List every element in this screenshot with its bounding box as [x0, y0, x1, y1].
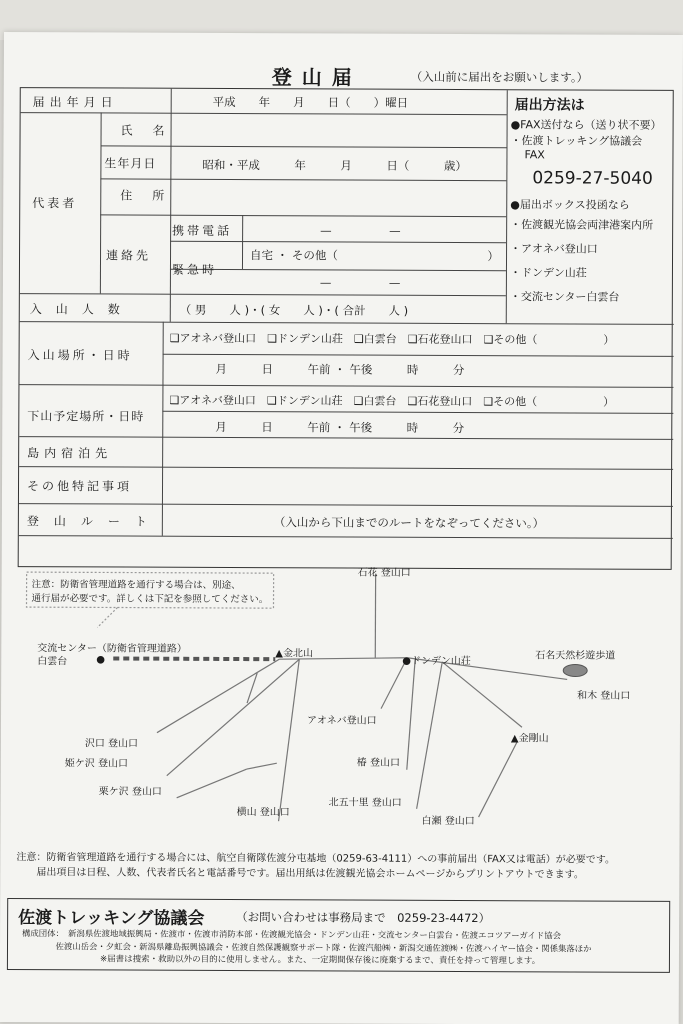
mobile-field[interactable]: — — [320, 223, 401, 238]
exit-options[interactable]: ❑アオネバ登山口 ❑ドンデン山荘 ❑白雲台 ❑石花登山口 ❑その他（ ） [169, 393, 615, 409]
sekka-trailhead[interactable]: 石花 登山口 [357, 567, 411, 579]
entry-label: 入山場所・日時 [27, 348, 133, 363]
himegasawa-trailhead[interactable]: 姫ケ沢 登山口 [64, 758, 129, 770]
ishina-cedar-trail: 石名天然杉遊歩道 [535, 650, 616, 662]
mobile-label: 携帯電話 [172, 223, 233, 238]
mountain-climbing-form-sheet [0, 32, 683, 1024]
privacy-disclaimer: ※届書は捜索・救助以外の目的に使用しません。また、一定期間保存後に廃棄するまで、責任を持って管理します。 [99, 954, 541, 967]
remarks-label: その他特記事項 [26, 479, 133, 494]
lodging-field[interactable] [164, 439, 670, 468]
route-label: 登山ルート [26, 514, 162, 529]
waki-trailhead[interactable]: 和木 登山口 [577, 690, 631, 702]
emergency-label: 緊急時 [171, 262, 218, 277]
box-place: ・アオネバ登山口 [510, 242, 598, 256]
map-note-line: 通行届が必要です。詳しくは下記を参照してください。 [31, 593, 269, 606]
box-place: ・ドンデン山荘 [509, 266, 587, 280]
member-line: 佐渡山岳会・夕虹会・新潟県離島振興協議会・佐渡自然保護観察サポート隊・佐渡汽船㈱・新潟交通佐渡㈱・佐渡ハイヤー協会・関係集落ほか [21, 941, 592, 954]
box-line: ●届出ボックス投函なら [510, 198, 630, 212]
sawaguchi-trailhead[interactable]: 沢口 登山口 [84, 738, 139, 750]
box-place: ・交流センター白雲台 [509, 290, 620, 304]
kitagori-trailhead[interactable]: 北五十里 登山口 [328, 797, 402, 809]
name-label: 氏名 [120, 123, 185, 138]
yokoyama-trailhead[interactable]: 横山 登山口 [236, 807, 290, 819]
people-label: 入山人数 [29, 302, 134, 317]
representative-label: 代表者 [32, 196, 78, 211]
notes [16, 850, 615, 883]
entry-time-field[interactable]: 月 日 午前 ・ 午後 時 分 [215, 361, 465, 378]
exchange-center-label: 交流センター（防衛省管理道路） [37, 643, 187, 655]
emergency-phone-field[interactable]: — — [319, 275, 401, 290]
date-field[interactable]: 平成 年 月 日（ ）曜日 [212, 94, 409, 110]
tsubaki-trailhead[interactable]: 椿 登山口 [356, 757, 401, 769]
address-label: 住所 [120, 188, 185, 203]
form-table [18, 87, 674, 570]
member-line: 構成団体： 新潟県佐渡地域振興局・佐渡市・佐渡市消防本部・佐渡観光協会・ドンデン山荘・交流センター白雲台・佐渡エコツアーガイド協会 [22, 928, 562, 941]
lodging-label: 島内宿泊先 [27, 446, 113, 461]
address-field[interactable] [172, 181, 504, 214]
entry-options[interactable]: ❑アオネバ登山口 ❑ドンデン山荘 ❑白雲台 ❑石花登山口 ❑その他（ ） [169, 331, 615, 347]
donden-lodge[interactable]: ●ドンデン山荘 [402, 655, 471, 668]
exit-time-field[interactable]: 月 日 午前 ・ 午後 時 分 [215, 419, 465, 436]
people-field[interactable]: （ 男 人 )・( 女 人 )・( 合計 人 ) [179, 302, 409, 318]
date-label: 届出年月日 [32, 95, 118, 110]
form-title: 登山届 [271, 65, 362, 90]
map-note-line: 注意：防衛省管理道路を通行する場合は、別途、 [31, 579, 241, 592]
form-subtitle: （入山前に届出をお願いします。） [410, 69, 589, 85]
organization-name: 佐渡トレッキング協議会 [18, 908, 205, 929]
note-line: 注意：防衛省管理道路を通行する場合には、航空自衛隊佐渡分屯基地（0259-63-4111）への事前届出（FAX又は電話）が必要です。 [16, 852, 615, 866]
aoneba-trailhead[interactable]: アオネバ登山口 [306, 715, 377, 727]
shirase-trailhead[interactable]: 白瀬 登山口 [421, 815, 475, 828]
kinpoku-label: ▲金北山 [275, 648, 314, 660]
route-hint: （入山から下山までのルートをなぞってください。） [273, 515, 545, 531]
box-place: ・佐渡観光協会両津港案内所 [510, 218, 654, 232]
birth-label: 生年月日 [104, 156, 157, 171]
contact-label: 連絡先 [105, 248, 152, 263]
emergency-field[interactable]: 自宅 ・ その他（ ） [249, 248, 499, 264]
note-line: 届出項目は日程、人数、代表者氏名と電話番号です。届出用紙は佐渡観光協会ホームページからプリントアウトできます。 [16, 867, 584, 881]
hakuundai-label: 白雲台 [37, 656, 68, 668]
fax-recipient: ・佐渡トレッキング協議会 [510, 134, 643, 148]
member-organizations [22, 927, 592, 955]
submit-heading: 届出方法は [514, 97, 585, 114]
exit-label: 下山予定場所・日時 [27, 409, 145, 424]
fax-number: 0259-27-5040 [532, 168, 653, 189]
route-map-lines [16, 512, 672, 878]
name-field[interactable] [173, 115, 505, 146]
fax-line: ●FAX送付なら（送り状不要） [510, 118, 662, 132]
birth-field[interactable]: 昭和・平成 年 月 日（ 歳） [202, 157, 467, 174]
contact-info: （お問い合わせは事務局まで 0259-23-4472） [236, 910, 491, 926]
hakuundai-marker: ● [96, 654, 106, 666]
kurigasawa-trailhead[interactable]: 栗ケ沢 登山口 [98, 786, 162, 798]
kongo-label: ▲金剛山 [510, 733, 549, 745]
remarks-field[interactable] [164, 469, 670, 504]
route-map[interactable] [16, 512, 672, 878]
fax-label: FAX [524, 148, 545, 162]
